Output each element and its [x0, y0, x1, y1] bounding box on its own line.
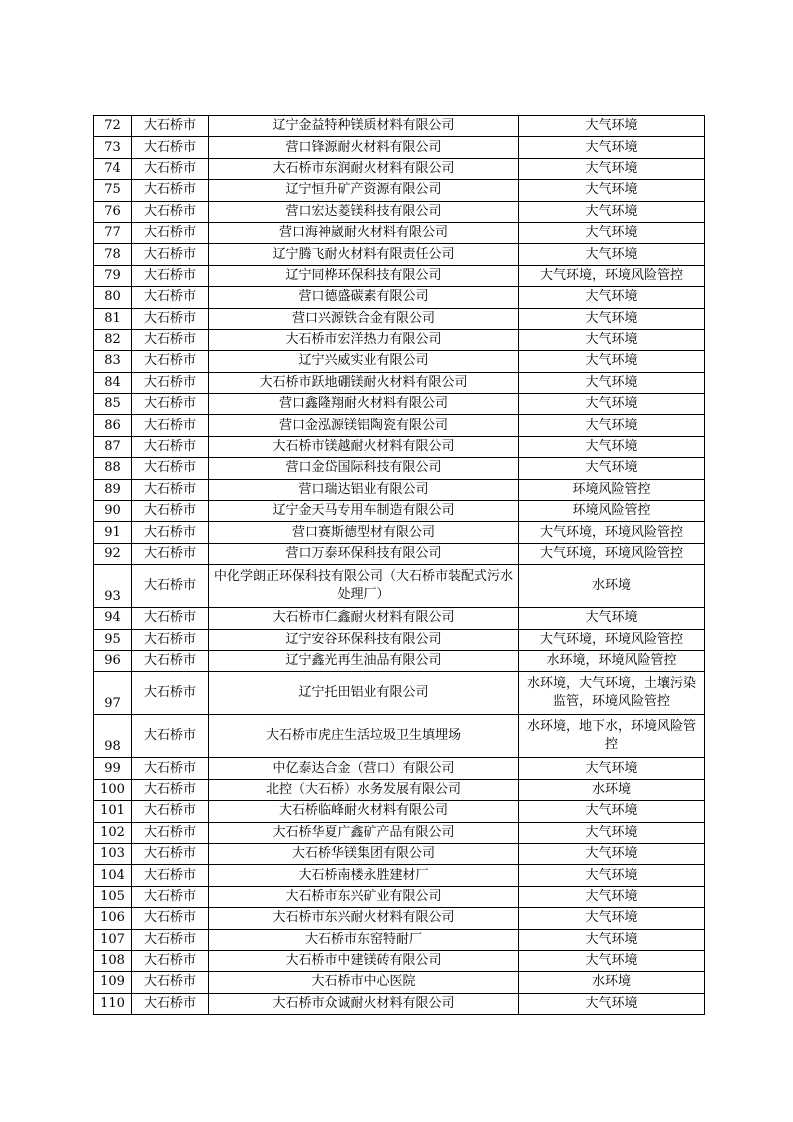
table-row [94, 522, 705, 543]
table-row [94, 244, 705, 265]
company-name-cell: 辽宁鑫光再生油品有限公司 [209, 650, 519, 671]
company-name-cell: 辽宁腾飞耐火材料有限责任公司 [209, 244, 519, 265]
city-cell: 大石桥市 [132, 758, 209, 779]
row-number: 94 [94, 608, 132, 629]
company-name-cell: 大石桥临峰耐火材料有限公司 [209, 801, 519, 822]
table-row [94, 565, 705, 608]
enterprise-list-table [93, 115, 705, 1015]
city-cell: 大石桥市 [132, 244, 209, 265]
city-cell: 大石桥市 [132, 287, 209, 308]
category-cell: 大气环境 [519, 886, 705, 907]
category-cell: 大气环境 [519, 608, 705, 629]
category-cell: 大气环境 [519, 372, 705, 393]
company-name-cell: 营口鑫隆翔耐火材料有限公司 [209, 394, 519, 415]
table-row [94, 972, 705, 993]
category-cell: 环境风险管控 [519, 501, 705, 522]
table-row [94, 201, 705, 222]
table-row [94, 372, 705, 393]
table-row [94, 265, 705, 286]
city-cell: 大石桥市 [132, 308, 209, 329]
category-cell: 大气环境 [519, 950, 705, 971]
row-number: 98 [94, 715, 132, 758]
category-cell: 大气环境，环境风险管控 [519, 522, 705, 543]
row-number: 103 [94, 843, 132, 864]
category-cell: 大气环境 [519, 908, 705, 929]
category-cell: 大气环境 [519, 287, 705, 308]
table-row [94, 116, 705, 137]
company-name-cell: 辽宁金天马专用车制造有限公司 [209, 501, 519, 522]
city-cell: 大石桥市 [132, 629, 209, 650]
company-name-cell: 大石桥市中建镁砖有限公司 [209, 950, 519, 971]
table-row [94, 886, 705, 907]
city-cell: 大石桥市 [132, 201, 209, 222]
company-name-cell: 营口金泓源镁铝陶瓷有限公司 [209, 415, 519, 436]
category-cell: 大气环境 [519, 158, 705, 179]
row-number: 104 [94, 865, 132, 886]
company-name-cell: 大石桥市东兴矿业有限公司 [209, 886, 519, 907]
table-row [94, 715, 705, 758]
company-name-cell: 大石桥南楼永胜建材厂 [209, 865, 519, 886]
category-cell: 环境风险管控 [519, 479, 705, 500]
city-cell: 大石桥市 [132, 458, 209, 479]
category-cell: 大气环境 [519, 415, 705, 436]
row-number: 80 [94, 287, 132, 308]
category-cell: 大气环境 [519, 843, 705, 864]
table-row [94, 479, 705, 500]
row-number: 95 [94, 629, 132, 650]
category-cell: 大气环境 [519, 137, 705, 158]
category-cell: 水环境，地下水，环境风险管控 [519, 715, 705, 758]
category-cell: 大气环境 [519, 436, 705, 457]
city-cell: 大石桥市 [132, 779, 209, 800]
category-cell: 水环境，环境风险管控 [519, 650, 705, 671]
company-name-cell: 大石桥市东窑特耐厂 [209, 929, 519, 950]
row-number: 90 [94, 501, 132, 522]
city-cell: 大石桥市 [132, 822, 209, 843]
city-cell: 大石桥市 [132, 265, 209, 286]
row-number: 92 [94, 543, 132, 564]
company-name-cell: 营口宏达菱镁科技有限公司 [209, 201, 519, 222]
table-row [94, 758, 705, 779]
table-row [94, 843, 705, 864]
row-number: 72 [94, 116, 132, 137]
city-cell: 大石桥市 [132, 180, 209, 201]
category-cell: 大气环境 [519, 308, 705, 329]
company-name-cell: 营口海神崴耐火材料有限公司 [209, 222, 519, 243]
row-number: 106 [94, 908, 132, 929]
company-name-cell: 辽宁安谷环保科技有限公司 [209, 629, 519, 650]
row-number: 97 [94, 672, 132, 715]
company-name-cell: 营口锋源耐火材料有限公司 [209, 137, 519, 158]
city-cell: 大石桥市 [132, 950, 209, 971]
category-cell: 大气环境，环境风险管控 [519, 265, 705, 286]
city-cell: 大石桥市 [132, 116, 209, 137]
row-number: 89 [94, 479, 132, 500]
company-name-cell: 辽宁金益特种镁质材料有限公司 [209, 116, 519, 137]
row-number: 77 [94, 222, 132, 243]
category-cell: 大气环境 [519, 201, 705, 222]
table-row [94, 222, 705, 243]
row-number: 75 [94, 180, 132, 201]
row-number: 96 [94, 650, 132, 671]
category-cell: 水环境，大气环境，土壤污染监管，环境风险管控 [519, 672, 705, 715]
category-cell: 大气环境 [519, 351, 705, 372]
city-cell: 大石桥市 [132, 479, 209, 500]
city-cell: 大石桥市 [132, 672, 209, 715]
table-row [94, 993, 705, 1014]
city-cell: 大石桥市 [132, 843, 209, 864]
city-cell: 大石桥市 [132, 158, 209, 179]
city-cell: 大石桥市 [132, 608, 209, 629]
city-cell: 大石桥市 [132, 522, 209, 543]
row-number: 83 [94, 351, 132, 372]
company-name-cell: 营口金岱国际科技有限公司 [209, 458, 519, 479]
row-number: 82 [94, 329, 132, 350]
table-row [94, 543, 705, 564]
city-cell: 大石桥市 [132, 394, 209, 415]
table-row [94, 801, 705, 822]
category-cell: 大气环境 [519, 244, 705, 265]
row-number: 93 [94, 565, 132, 608]
city-cell: 大石桥市 [132, 501, 209, 522]
city-cell: 大石桥市 [132, 137, 209, 158]
company-name-cell: 大石桥市宏洋热力有限公司 [209, 329, 519, 350]
category-cell: 大气环境 [519, 329, 705, 350]
table-body [94, 116, 705, 1015]
category-cell: 大气环境 [519, 993, 705, 1014]
row-number: 101 [94, 801, 132, 822]
table-row [94, 436, 705, 457]
table-row [94, 501, 705, 522]
table-row [94, 950, 705, 971]
company-name-cell: 大石桥华夏广鑫矿产品有限公司 [209, 822, 519, 843]
company-name-cell: 营口瑞达铝业有限公司 [209, 479, 519, 500]
company-name-cell: 营口兴源铁合金有限公司 [209, 308, 519, 329]
row-number: 107 [94, 929, 132, 950]
category-cell: 大气环境 [519, 801, 705, 822]
row-number: 88 [94, 458, 132, 479]
company-name-cell: 大石桥市众诚耐火材料有限公司 [209, 993, 519, 1014]
table-row [94, 329, 705, 350]
company-name-cell: 大石桥市虎庄生活垃圾卫生填埋场 [209, 715, 519, 758]
row-number: 84 [94, 372, 132, 393]
company-name-cell: 大石桥市东润耐火材料有限公司 [209, 158, 519, 179]
city-cell: 大石桥市 [132, 929, 209, 950]
city-cell: 大石桥市 [132, 972, 209, 993]
row-number: 81 [94, 308, 132, 329]
city-cell: 大石桥市 [132, 865, 209, 886]
category-cell: 大气环境，环境风险管控 [519, 543, 705, 564]
city-cell: 大石桥市 [132, 715, 209, 758]
table-row [94, 394, 705, 415]
table-row [94, 415, 705, 436]
row-number: 99 [94, 758, 132, 779]
table-row [94, 865, 705, 886]
category-cell: 水环境 [519, 779, 705, 800]
city-cell: 大石桥市 [132, 436, 209, 457]
city-cell: 大石桥市 [132, 543, 209, 564]
city-cell: 大石桥市 [132, 886, 209, 907]
document-page [93, 115, 704, 1015]
table-row [94, 308, 705, 329]
row-number: 79 [94, 265, 132, 286]
company-name-cell: 中亿泰达合金（营口）有限公司 [209, 758, 519, 779]
city-cell: 大石桥市 [132, 650, 209, 671]
company-name-cell: 大石桥市镁越耐火材料有限公司 [209, 436, 519, 457]
city-cell: 大石桥市 [132, 993, 209, 1014]
row-number: 85 [94, 394, 132, 415]
table-row [94, 629, 705, 650]
company-name-cell: 辽宁同桦环保科技有限公司 [209, 265, 519, 286]
row-number: 100 [94, 779, 132, 800]
category-cell: 大气环境 [519, 929, 705, 950]
row-number: 78 [94, 244, 132, 265]
company-name-cell: 大石桥市仁鑫耐火材料有限公司 [209, 608, 519, 629]
category-cell: 大气环境 [519, 222, 705, 243]
row-number: 109 [94, 972, 132, 993]
city-cell: 大石桥市 [132, 351, 209, 372]
company-name-cell: 辽宁兴威实业有限公司 [209, 351, 519, 372]
table-row [94, 822, 705, 843]
row-number: 102 [94, 822, 132, 843]
category-cell: 大气环境 [519, 458, 705, 479]
company-name-cell: 大石桥市跃地硼镁耐火材料有限公司 [209, 372, 519, 393]
city-cell: 大石桥市 [132, 565, 209, 608]
row-number: 76 [94, 201, 132, 222]
table-row [94, 608, 705, 629]
table-row [94, 458, 705, 479]
table-row [94, 929, 705, 950]
table-row [94, 672, 705, 715]
city-cell: 大石桥市 [132, 222, 209, 243]
category-cell: 大气环境 [519, 758, 705, 779]
category-cell: 水环境 [519, 565, 705, 608]
company-name-cell: 大石桥市中心医院 [209, 972, 519, 993]
row-number: 87 [94, 436, 132, 457]
table-row [94, 287, 705, 308]
table-row [94, 137, 705, 158]
city-cell: 大石桥市 [132, 908, 209, 929]
table-row [94, 158, 705, 179]
row-number: 105 [94, 886, 132, 907]
category-cell: 大气环境 [519, 822, 705, 843]
company-name-cell: 辽宁恒升矿产资源有限公司 [209, 180, 519, 201]
table-row [94, 779, 705, 800]
city-cell: 大石桥市 [132, 801, 209, 822]
category-cell: 大气环境 [519, 394, 705, 415]
city-cell: 大石桥市 [132, 415, 209, 436]
row-number: 86 [94, 415, 132, 436]
company-name-cell: 北控（大石桥）水务发展有限公司 [209, 779, 519, 800]
category-cell: 大气环境 [519, 865, 705, 886]
company-name-cell: 大石桥华镁集团有限公司 [209, 843, 519, 864]
table-row [94, 180, 705, 201]
row-number: 108 [94, 950, 132, 971]
company-name-cell: 大石桥市东兴耐火材料有限公司 [209, 908, 519, 929]
category-cell: 水环境 [519, 972, 705, 993]
table-row [94, 908, 705, 929]
row-number: 110 [94, 993, 132, 1014]
row-number: 74 [94, 158, 132, 179]
company-name-cell: 辽宁托田铝业有限公司 [209, 672, 519, 715]
company-name-cell: 中化学朗正环保科技有限公司（大石桥市装配式污水处理厂） [209, 565, 519, 608]
company-name-cell: 营口万泰环保科技有限公司 [209, 543, 519, 564]
category-cell: 大气环境 [519, 180, 705, 201]
row-number: 73 [94, 137, 132, 158]
city-cell: 大石桥市 [132, 329, 209, 350]
company-name-cell: 营口赛斯德型材有限公司 [209, 522, 519, 543]
city-cell: 大石桥市 [132, 372, 209, 393]
company-name-cell: 营口德盛碳素有限公司 [209, 287, 519, 308]
category-cell: 大气环境，环境风险管控 [519, 629, 705, 650]
category-cell: 大气环境 [519, 116, 705, 137]
table-row [94, 650, 705, 671]
table-row [94, 351, 705, 372]
row-number: 91 [94, 522, 132, 543]
